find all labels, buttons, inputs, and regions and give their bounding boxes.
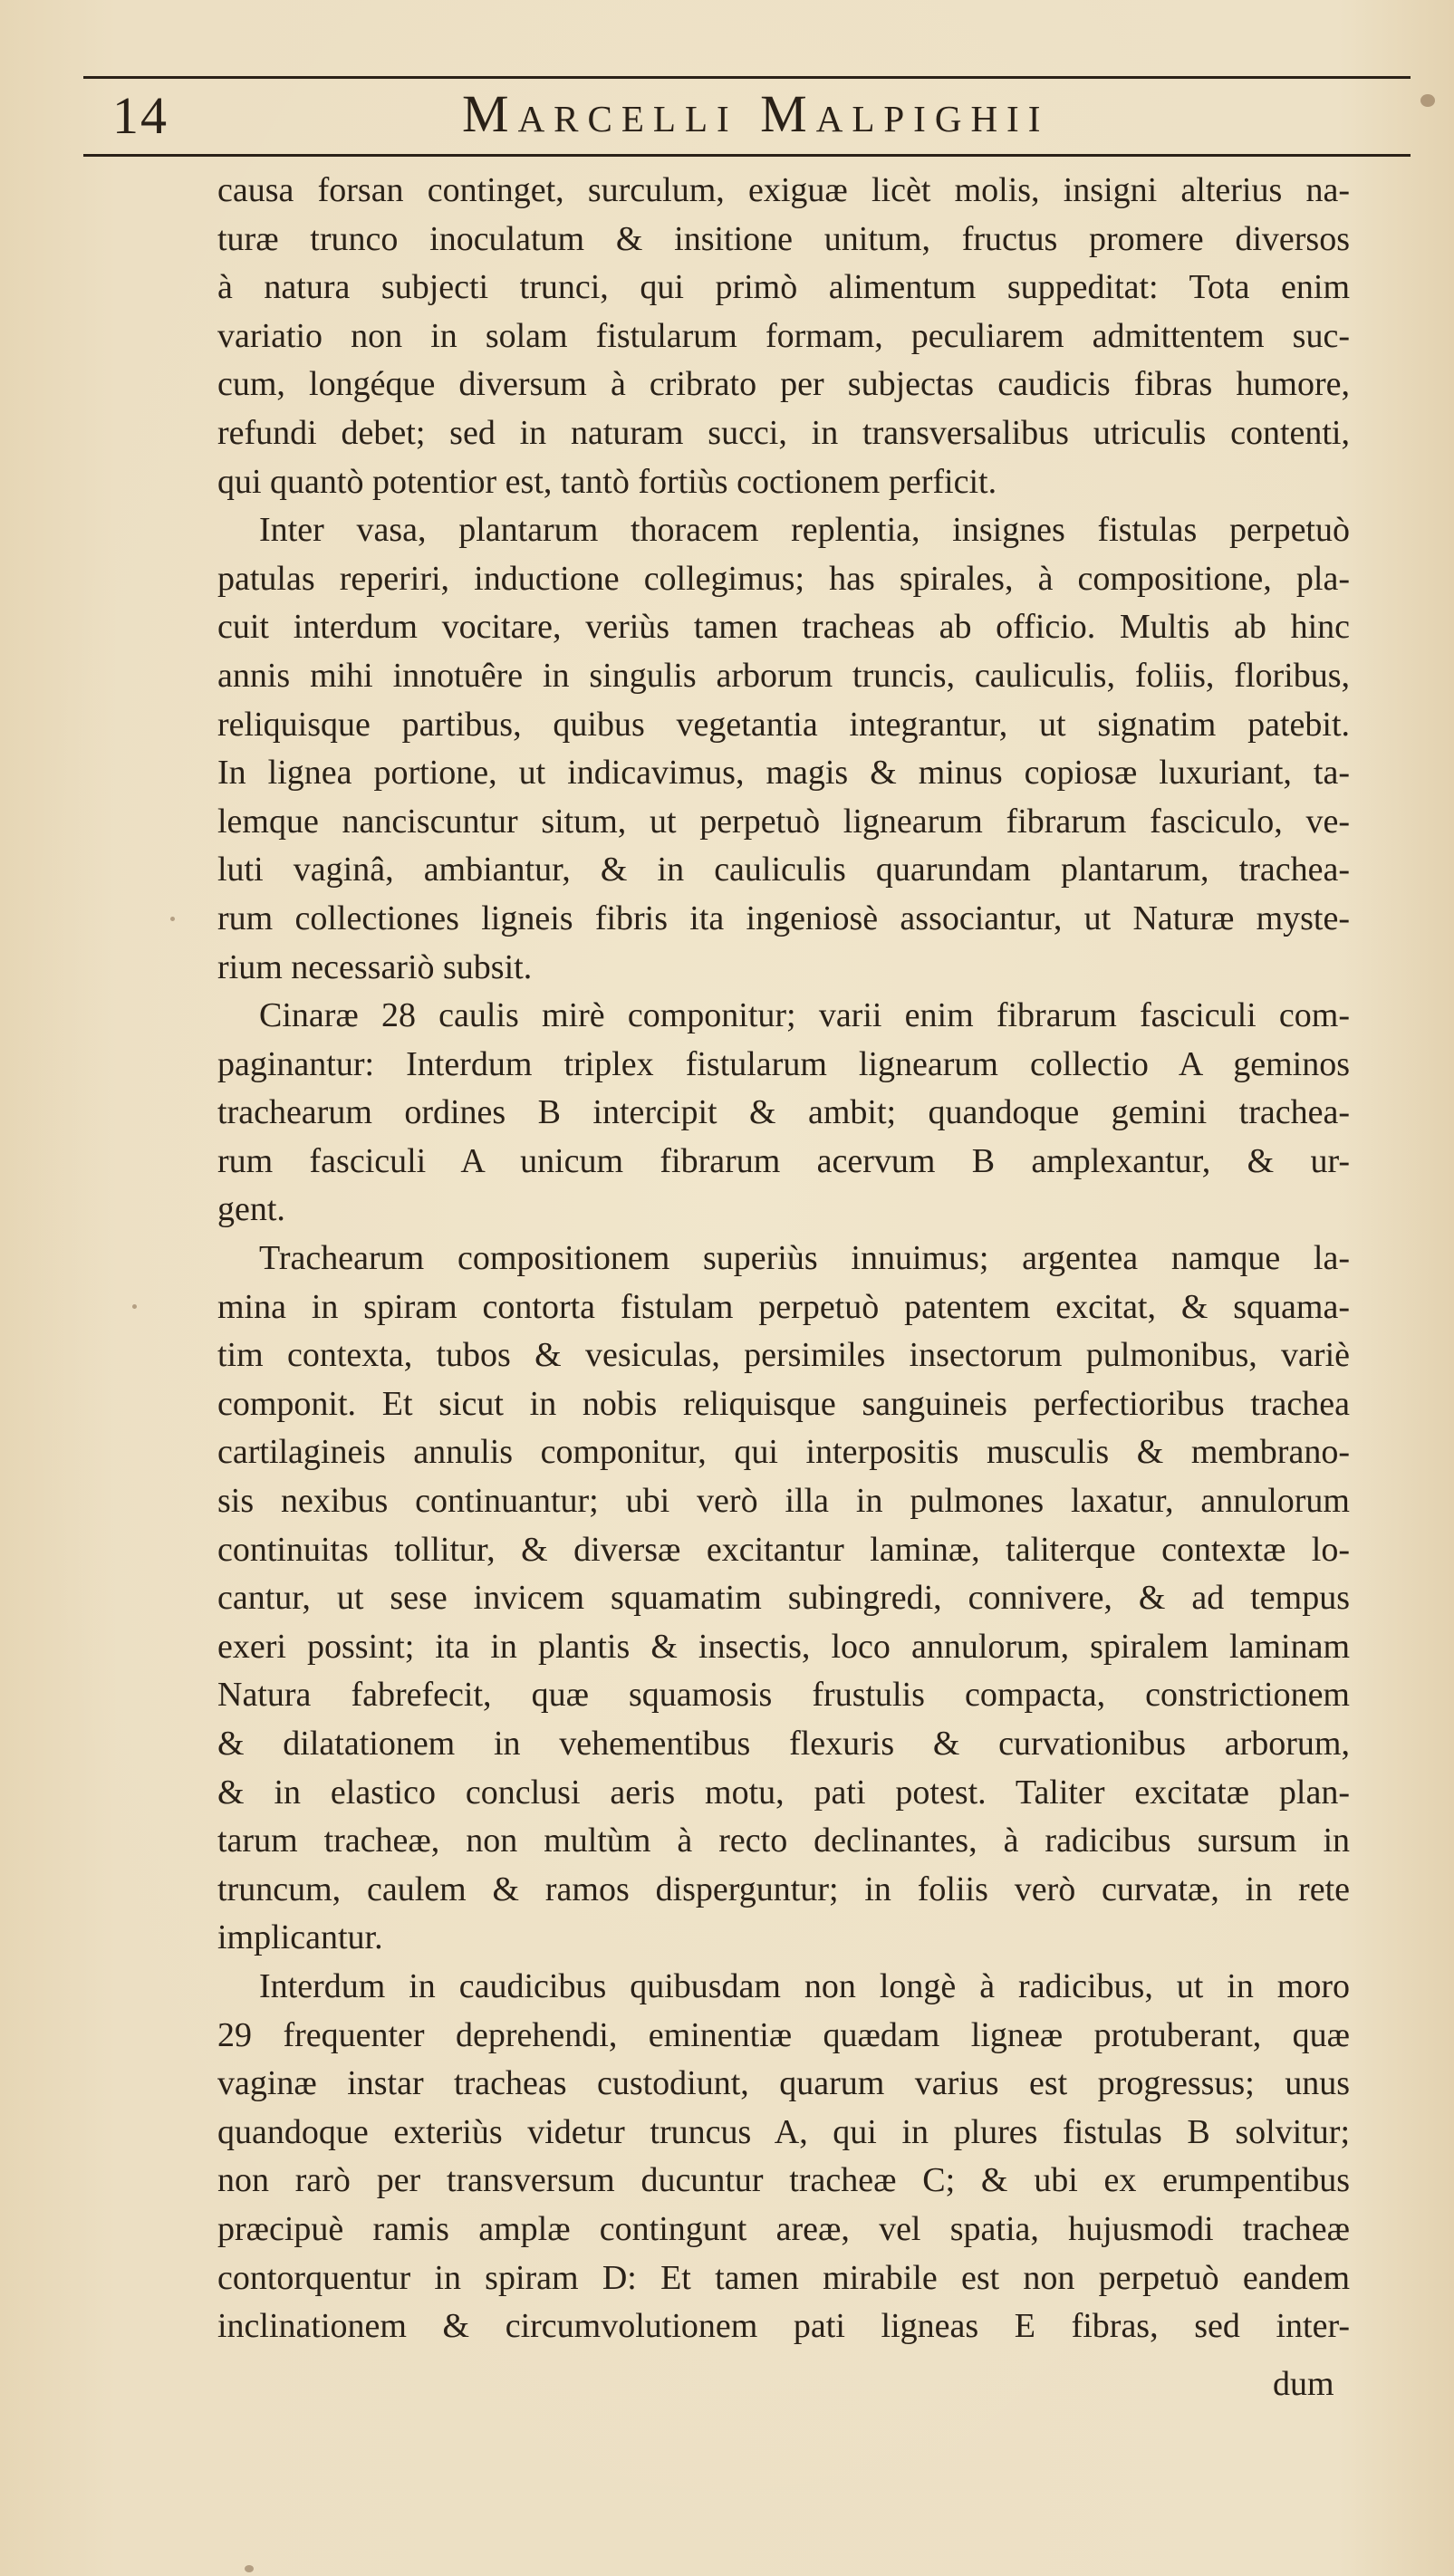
page-number: 14 — [112, 86, 169, 145]
ink-spot — [132, 1304, 137, 1309]
body-text — [217, 167, 1350, 2351]
text-line: gent. — [217, 1190, 285, 1229]
text-line: implicantur. — [217, 1918, 383, 1957]
text-line: luti vaginâ, ambiantur, & in cauliculis quarundam plantarum, trachea- — [217, 851, 1350, 889]
text-line: rum collectiones ligneis fibris ita ingeniosè associantur, ut Naturæ myste- — [217, 899, 1350, 937]
text-line: cantur, ut sese invicem squamatim subingredi, connivere, & ad tempus — [217, 1579, 1350, 1618]
ink-spot — [170, 917, 175, 921]
text-line: turæ trunco inoculatum & insitione unitum, fructus promere diversos — [217, 219, 1350, 258]
text-line: exeri possint; ita in plantis & insectis, loco annulorum, spiralem laminam — [217, 1627, 1350, 1666]
text-line: præcipuè ramis amplæ contingunt areæ, vel spatia, hujusmodi tracheæ — [217, 2209, 1350, 2248]
text-line: refundi debet; sed in naturam succi, in transversalibus utriculis contenti, — [217, 413, 1350, 452]
text-line: mina in spiram contorta fistulam perpetuò patentem excitat, & squama- — [217, 1287, 1350, 1326]
text-line: In lignea portione, ut indicavimus, magis & minus copiosæ luxuriant, ta- — [217, 754, 1350, 793]
text-line: & dilatationem in vehementibus flexuris & curvationibus arborum, — [217, 1725, 1350, 1763]
text-line: reliquisque partibus, quibus vegetantia integrantur, ut signatim patebit. — [217, 705, 1350, 744]
text-line: paginantur: Interdum triplex fistularum lignearum collectio A geminos — [217, 1044, 1350, 1083]
text-line: Natura fabrefecit, quæ squamosis frustulis compacta, constrictionem — [217, 1676, 1350, 1715]
text-line: non rarò per transversum ducuntur tracheæ C; & ubi ex erumpentibus — [217, 2161, 1350, 2200]
text-line: lemque nanciscuntur situm, ut perpetuò lignearum fibrarum fasciculo, ve- — [217, 802, 1350, 841]
text-line: patulas reperiri, inductione collegimus; has spirales, à compositione, pla- — [217, 559, 1350, 598]
text-line: contorquentur in spiram D: Et tamen mirabile est non perpetuò eandem — [217, 2258, 1350, 2297]
text-line: truncum, caulem & ramos disperguntur; in foliis verò curvatæ, in rete — [217, 1870, 1350, 1908]
text-line: & in elastico conclusi aeris motu, pati potest. Taliter excitatæ plan- — [217, 1773, 1350, 1812]
text-line: cartilagineis annulis componitur, qui interpositis musculis & membrano- — [217, 1433, 1350, 1472]
running-head: Marcelli Malpighii — [462, 84, 1050, 143]
text-line: Inter vasa, plantarum thoracem replentia, insignes fistulas perpetuò — [259, 511, 1350, 550]
text-line: Interdum in caudicibus quibusdam non longè à radicibus, ut in moro — [259, 1966, 1350, 2005]
text-line: cum, longéque diversum à cribrato per subjectas caudicis fibras humore, — [217, 365, 1350, 404]
header-rule-bottom — [83, 154, 1411, 157]
ink-spot — [245, 2565, 254, 2572]
text-line: componit. Et sicut in nobis reliquisque sanguineis perfectioribus trachea — [217, 1384, 1350, 1423]
text-line: rium necessariò subsit. — [217, 947, 533, 986]
text-line: qui quantò potentior est, tantò fortiùs coctionem perficit. — [217, 462, 997, 501]
ink-spot — [1420, 94, 1435, 107]
header-rule-top — [83, 76, 1411, 79]
text-line: à natura subjecti trunci, qui primò alimentum suppeditat: Tota enim — [217, 268, 1350, 307]
text-line: inclinationem & circumvolutionem pati ligneas E fibras, sed inter- — [217, 2307, 1350, 2346]
text-line: causa forsan continget, surculum, exiguæ licèt molis, insigni alterius na- — [217, 171, 1350, 209]
text-line: Cinaræ 28 caulis mirè componitur; varii enim fibrarum fasciculi com- — [259, 996, 1350, 1035]
text-line: quandoque exteriùs videtur truncus A, qui in plures fistulas B solvitur; — [217, 2112, 1350, 2151]
text-line: rum fasciculi A unicum fibrarum acervum B amplexantur, & ur- — [217, 1141, 1350, 1180]
text-line: trachearum ordines B intercipit & ambit; quandoque gemini trachea- — [217, 1093, 1350, 1132]
text-line: 29 frequenter deprehendi, eminentiæ quædam ligneæ protuberant, quæ — [217, 2015, 1350, 2054]
text-line: continuitas tollitur, & diversæ excitantur laminæ, taliterque contextæ lo- — [217, 1530, 1350, 1569]
text-line: tim contexta, tubos & vesiculas, persimiles insectorum pulmonibus, variè — [217, 1336, 1350, 1375]
catchword: dum — [1273, 2365, 1334, 2403]
text-line: tarum tracheæ, non multùm à recto declinantes, à radicibus sursum in — [217, 1821, 1350, 1860]
text-line: variatio non in solam fistularum formam, peculiarem admittentem suc- — [217, 316, 1350, 355]
text-line: sis nexibus continuantur; ubi verò illa in pulmones laxatur, annulorum — [217, 1482, 1350, 1521]
text-line: annis mihi innotuêre in singulis arborum truncis, cauliculis, foliis, floribus, — [217, 656, 1350, 695]
text-line: vaginæ instar tracheas custodiunt, quarum varius est progressus; unus — [217, 2064, 1350, 2103]
text-line: cuit interdum vocitare, veriùs tamen tracheas ab officio. Multis ab hinc — [217, 608, 1350, 647]
text-line: Trachearum compositionem superiùs innuimus; argentea namque la- — [259, 1239, 1350, 1278]
